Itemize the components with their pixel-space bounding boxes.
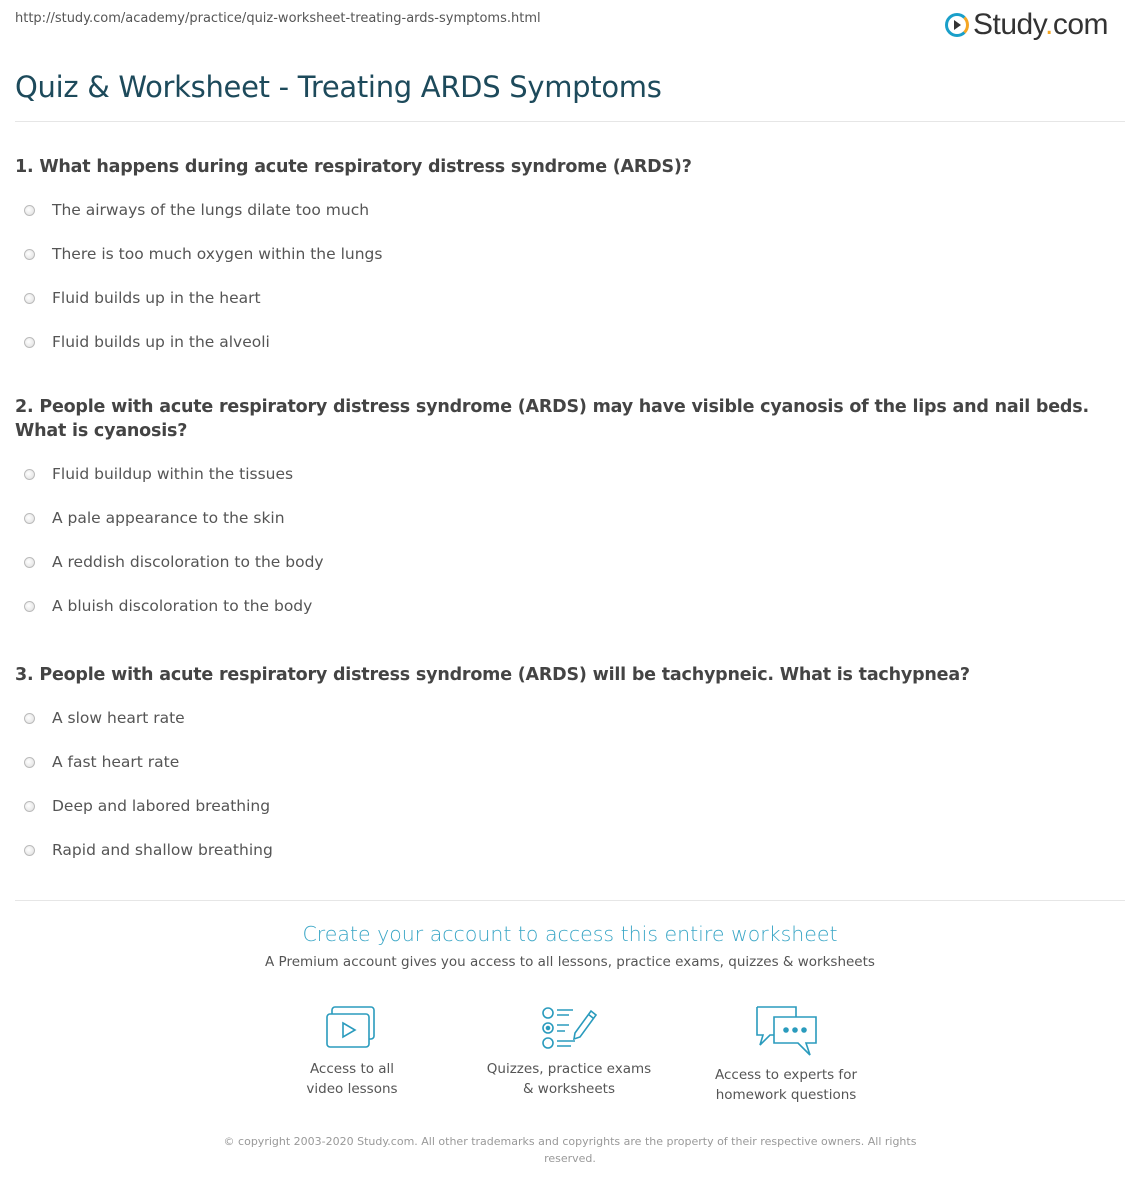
radio-icon[interactable]	[24, 757, 35, 768]
answer-label: There is too much oxygen within the lungs	[52, 245, 383, 263]
feature-label: Quizzes, practice exams	[486, 1061, 652, 1077]
radio-icon[interactable]	[24, 205, 35, 216]
logo-suffix: com	[1052, 8, 1109, 41]
study-logo[interactable]	[945, 8, 1108, 42]
answer-label: A fast heart rate	[52, 753, 180, 771]
feature-label: video lessons	[306, 1081, 398, 1097]
question-3	[15, 663, 1100, 872]
answer-option[interactable]	[15, 496, 1100, 540]
cta-subtitle: A Premium account gives you access to all lessons, practice exams, quizzes & worksheets	[265, 954, 875, 970]
answer-label: A reddish discoloration to the body	[52, 553, 324, 571]
answer-option[interactable]	[15, 696, 1100, 740]
radio-icon[interactable]	[24, 713, 35, 724]
radio-icon[interactable]	[24, 557, 35, 568]
logo-dot: .	[1045, 8, 1053, 41]
feature-label: & worksheets	[522, 1081, 615, 1097]
quiz-icon	[541, 1005, 597, 1051]
answer-label: Fluid buildup within the tissues	[52, 465, 294, 483]
radio-icon[interactable]	[24, 337, 35, 348]
radio-icon[interactable]	[24, 845, 35, 856]
answer-option[interactable]	[15, 276, 1100, 320]
question-text: 1. What happens during acute respiratory distress syndrome (ARDS)?	[15, 157, 692, 177]
radio-icon[interactable]	[24, 293, 35, 304]
answer-option[interactable]	[15, 452, 1100, 496]
play-logo-icon	[945, 13, 969, 37]
copyright-footer: © copyright 2003-2020 Study.com. All other trademarks and copyrights are the property of their respective owners. All rights reserved.	[223, 1135, 917, 1165]
answer-option[interactable]	[15, 320, 1100, 364]
answer-label: Fluid builds up in the heart	[52, 289, 261, 307]
answer-option[interactable]	[15, 784, 1100, 828]
answer-label: Rapid and shallow breathing	[52, 841, 273, 859]
question-1	[15, 155, 1100, 364]
answer-option[interactable]	[15, 828, 1100, 872]
chat-icon	[754, 1005, 818, 1057]
page-title: Quiz & Worksheet - Treating ARDS Symptoms	[15, 70, 662, 104]
answer-label: A slow heart rate	[52, 709, 185, 727]
feature-quizzes	[469, 1005, 669, 1099]
feature-experts	[686, 1005, 886, 1105]
feature-label: Access to experts for	[714, 1067, 857, 1083]
answer-option[interactable]	[15, 540, 1100, 584]
feature-label: Access to all	[309, 1061, 395, 1077]
radio-icon[interactable]	[24, 469, 35, 480]
answer-option[interactable]	[15, 740, 1100, 784]
radio-icon[interactable]	[24, 601, 35, 612]
create-account-link[interactable]: Create your account to access this entire worksheet	[302, 922, 838, 946]
page-url: http://study.com/academy/practice/quiz-worksheet-treating-ards-symptoms.html	[15, 11, 541, 26]
feature-label: homework questions	[715, 1087, 857, 1103]
question-text: 2. People with acute respiratory distress syndrome (ARDS) may have visible cyanosis of the lips and nail beds. What is cyanosis?	[15, 397, 1089, 441]
divider	[15, 121, 1125, 122]
answer-option[interactable]	[15, 584, 1100, 628]
radio-icon[interactable]	[24, 513, 35, 524]
answer-option[interactable]	[15, 188, 1100, 232]
radio-icon[interactable]	[24, 801, 35, 812]
answer-label: A pale appearance to the skin	[52, 509, 285, 527]
question-2	[15, 395, 1100, 628]
logo-name: Study	[973, 8, 1045, 41]
feature-video-lessons	[252, 1005, 452, 1099]
answer-label: A bluish discoloration to the body	[52, 597, 313, 615]
question-text: 3. People with acute respiratory distress syndrome (ARDS) will be tachypneic. What is tachypnea?	[15, 665, 970, 685]
video-icon	[326, 1005, 378, 1051]
answer-label: Fluid builds up in the alveoli	[52, 333, 270, 351]
answer-label: The airways of the lungs dilate too much	[52, 201, 370, 219]
answer-option[interactable]	[15, 232, 1100, 276]
radio-icon[interactable]	[24, 249, 35, 260]
divider	[15, 900, 1125, 901]
answer-label: Deep and labored breathing	[52, 797, 271, 815]
